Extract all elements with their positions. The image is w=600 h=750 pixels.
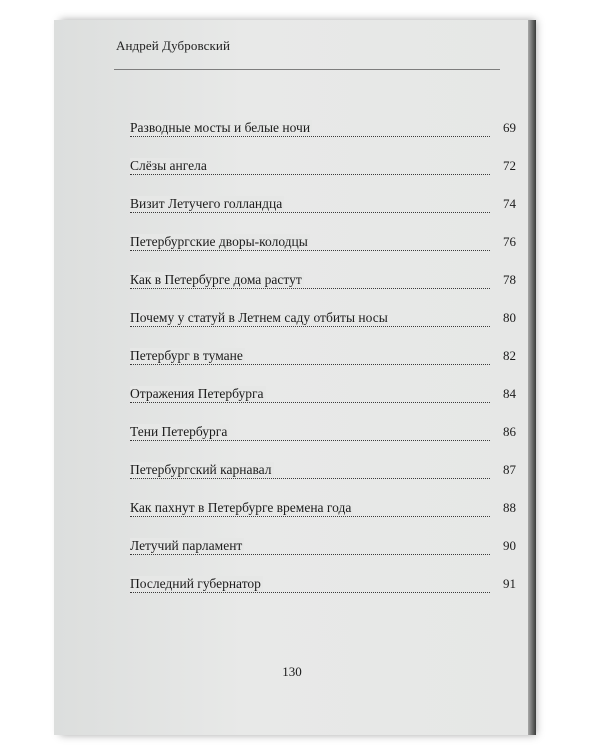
toc-entry	[130, 340, 516, 378]
toc-entry-title: Слёзы ангела	[130, 158, 207, 173]
toc-entry	[130, 226, 516, 264]
toc-entry-title: Как пахнут в Петербурге времена года	[130, 500, 352, 515]
toc-entry	[130, 150, 516, 188]
toc-entry-page: 91	[503, 576, 516, 591]
toc-entry-page: 78	[503, 272, 516, 287]
book-page	[54, 20, 530, 735]
toc-entry-title: Последний губернатор	[130, 576, 261, 591]
toc-entry	[130, 264, 516, 302]
toc-entry-page: 76	[503, 234, 516, 249]
toc-entry-title: Петербургский карнавал	[130, 462, 272, 477]
page-number: 130	[282, 664, 302, 679]
dot-leader	[130, 516, 490, 517]
toc-entry-title: Почему у статуй в Летнем саду отбиты носы	[130, 310, 388, 325]
toc-entry	[130, 302, 516, 340]
dot-leader	[130, 174, 490, 175]
toc-entry-page: 90	[503, 538, 516, 553]
dot-leader	[130, 478, 490, 479]
toc-entry-title: Петербург в тумане	[130, 348, 243, 363]
toc-entry-title: Как в Петербурге дома растут	[130, 272, 302, 287]
toc-entry-title: Визит Летучего голландца	[130, 196, 283, 211]
dot-leader	[130, 288, 490, 289]
toc-entry-title: Тени Петербурга	[130, 424, 228, 439]
header-rule	[114, 69, 500, 70]
toc-entry	[130, 530, 516, 568]
dot-leader	[130, 554, 490, 555]
toc-entry-page: 87	[503, 462, 516, 477]
dot-leader	[130, 212, 490, 213]
toc-entry-page: 72	[503, 158, 516, 173]
toc-entry-page: 82	[503, 348, 516, 363]
toc-entry-title: Летучий парламент	[130, 538, 243, 553]
toc-entry-page: 74	[503, 196, 516, 211]
dot-leader	[130, 250, 490, 251]
page-edge-shadow	[528, 20, 536, 735]
toc-entry	[130, 492, 516, 530]
toc-entry-page: 69	[503, 120, 516, 135]
table-of-contents	[130, 112, 516, 606]
toc-entry-page: 86	[503, 424, 516, 439]
toc-entry	[130, 188, 516, 226]
dot-leader	[130, 136, 490, 137]
toc-entry	[130, 416, 516, 454]
dot-leader	[130, 402, 490, 403]
toc-entry	[130, 454, 516, 492]
dot-leader	[130, 326, 490, 327]
toc-entry	[130, 378, 516, 416]
toc-entry-page: 88	[503, 500, 516, 515]
toc-entry-title: Разводные мосты и белые ночи	[130, 120, 311, 135]
running-head-author: Андрей Дубровский	[116, 38, 231, 53]
toc-entry-page: 80	[503, 310, 516, 325]
toc-entry-title: Отражения Петербурга	[130, 386, 264, 401]
toc-entry-page: 84	[503, 386, 516, 401]
dot-leader	[130, 592, 490, 593]
toc-entry	[130, 568, 516, 606]
toc-entry-title: Петербургские дворы-колодцы	[130, 234, 308, 249]
dot-leader	[130, 364, 490, 365]
dot-leader	[130, 440, 490, 441]
toc-entry	[130, 112, 516, 150]
